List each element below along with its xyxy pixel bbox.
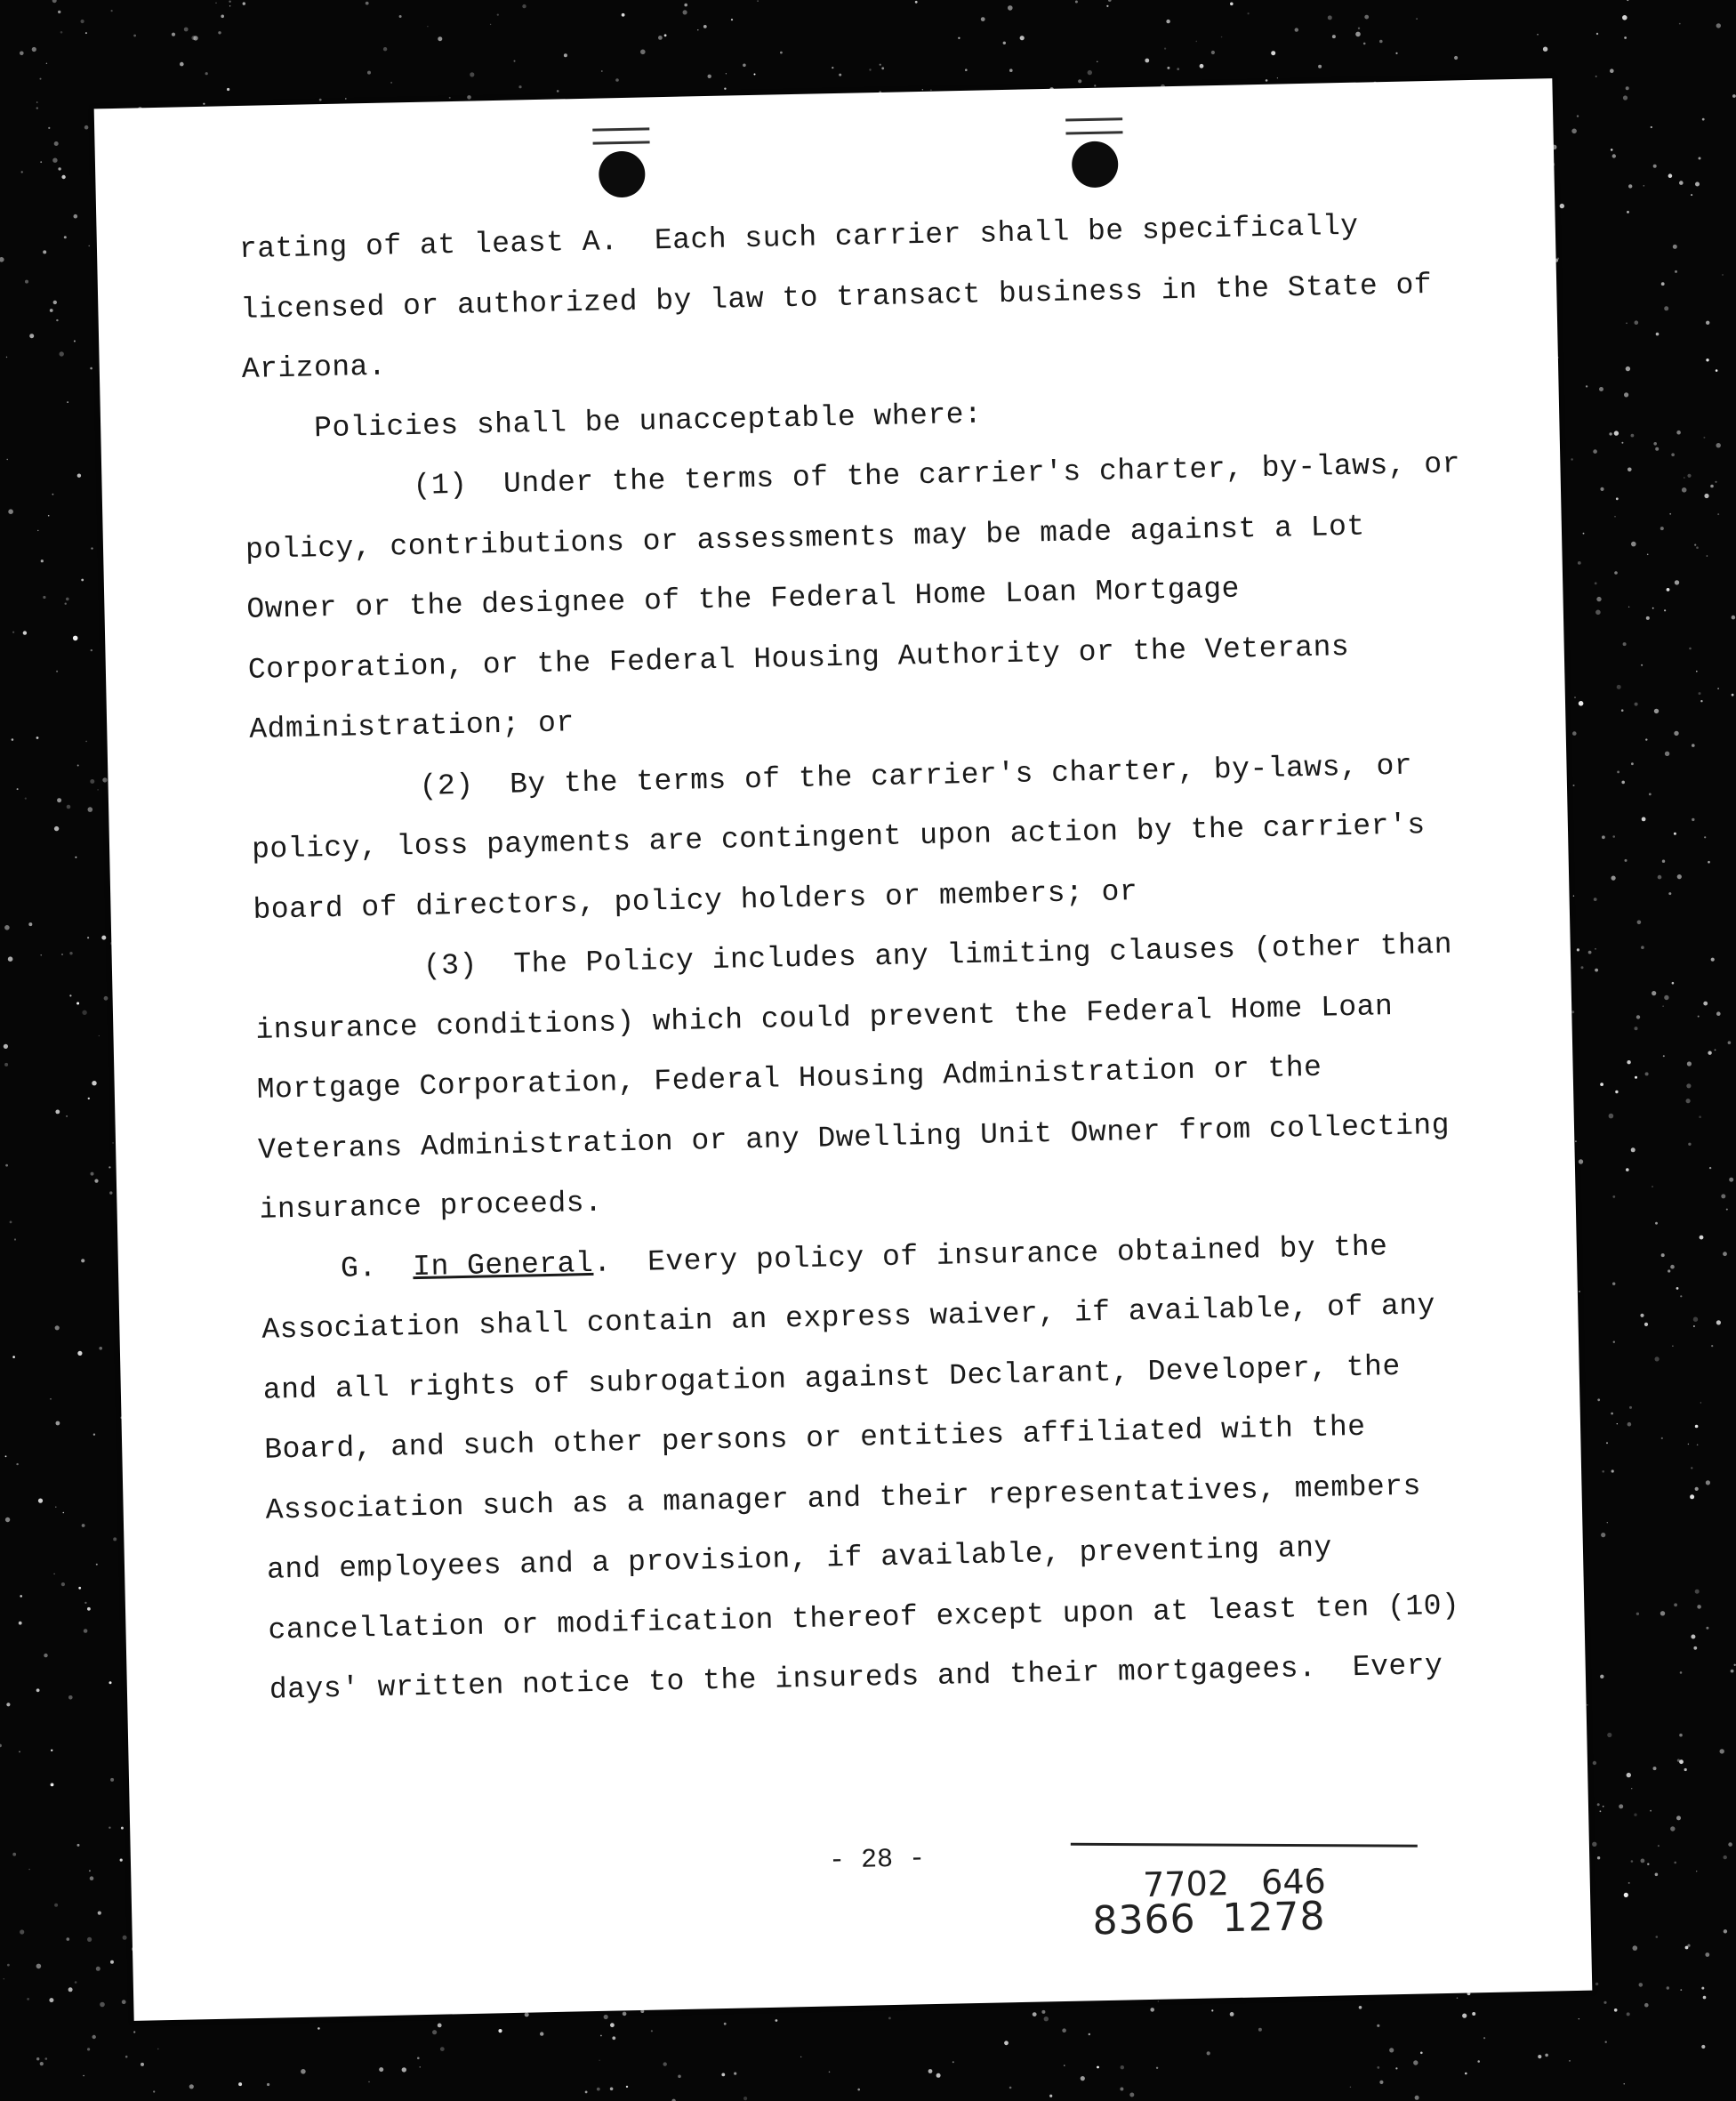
text-line: Owner or the designee of the Federal Home Loan Mortgage [246,572,1241,626]
punch-hole-right [1072,141,1119,188]
page-number: - 28 - [828,1844,926,1877]
text-line: and employees and a provision, if available, preventing any [266,1531,1333,1587]
strikethrough-line [1071,1843,1418,1847]
text-line: and all rights of subrogation against Declarant, Developer, the [262,1349,1402,1407]
text-line: Association shall contain an express waiver, if available, of any [261,1289,1436,1347]
text-line: insurance proceeds. [259,1186,603,1227]
punch-hole-left [599,150,646,197]
text-line: board of directors, policy holders or members; or [253,874,1138,927]
text-line: Policies shall be unacceptable where: [313,398,983,445]
text-line: (1) Under the terms of the carrier's charter, by-laws, or [413,447,1461,503]
old-reference-text: 7702 646 [1142,1861,1327,1905]
document-body [238,194,1497,1720]
text-line: policy, loss payments are contingent upon action by the carrier's [251,809,1426,866]
section-label: G. [340,1251,378,1285]
text-line: rating of at least A. Each such carrier shall be specifically [238,209,1359,267]
text-line: policy, contributions or assessments may be made against a Lot [245,510,1366,567]
text-line: Board, and such other persons or entities affiliated with the [263,1410,1366,1467]
text-line: insurance conditions) which could prevent the Federal Home Loan [255,989,1394,1047]
section-heading-rest: . Every policy of insurance obtained by the [592,1229,1388,1280]
text-line: cancellation or modification thereof except upon at least ten (10) [268,1589,1460,1647]
text-line: Arizona. [241,350,387,386]
recording-reference-number: 8366 1278 [1092,1893,1326,1944]
section-heading: In General [412,1246,594,1284]
text-line: (2) By the terms of the carrier's charter, by-laws, or [419,749,1413,803]
text-line: Corporation, or the Federal Housing Authority or the Veterans [247,630,1350,687]
text-line: licensed or authorized by law to transact business in the State of [240,268,1433,326]
text-line: Mortgage Corporation, Federal Housing Administration or the [256,1050,1322,1107]
text-line: days' written notice to the insureds and their mortgagees. Every [269,1649,1443,1707]
text-line: Administration; or [248,706,575,746]
text-line: Veterans Administration or any Dwelling Unit Owner from collecting [257,1108,1451,1167]
document-page [94,78,1593,2021]
text-line: (3) The Policy includes any limiting clauses (other than [422,928,1453,983]
text-line: Association such as a manager and their representatives, members [265,1469,1422,1527]
